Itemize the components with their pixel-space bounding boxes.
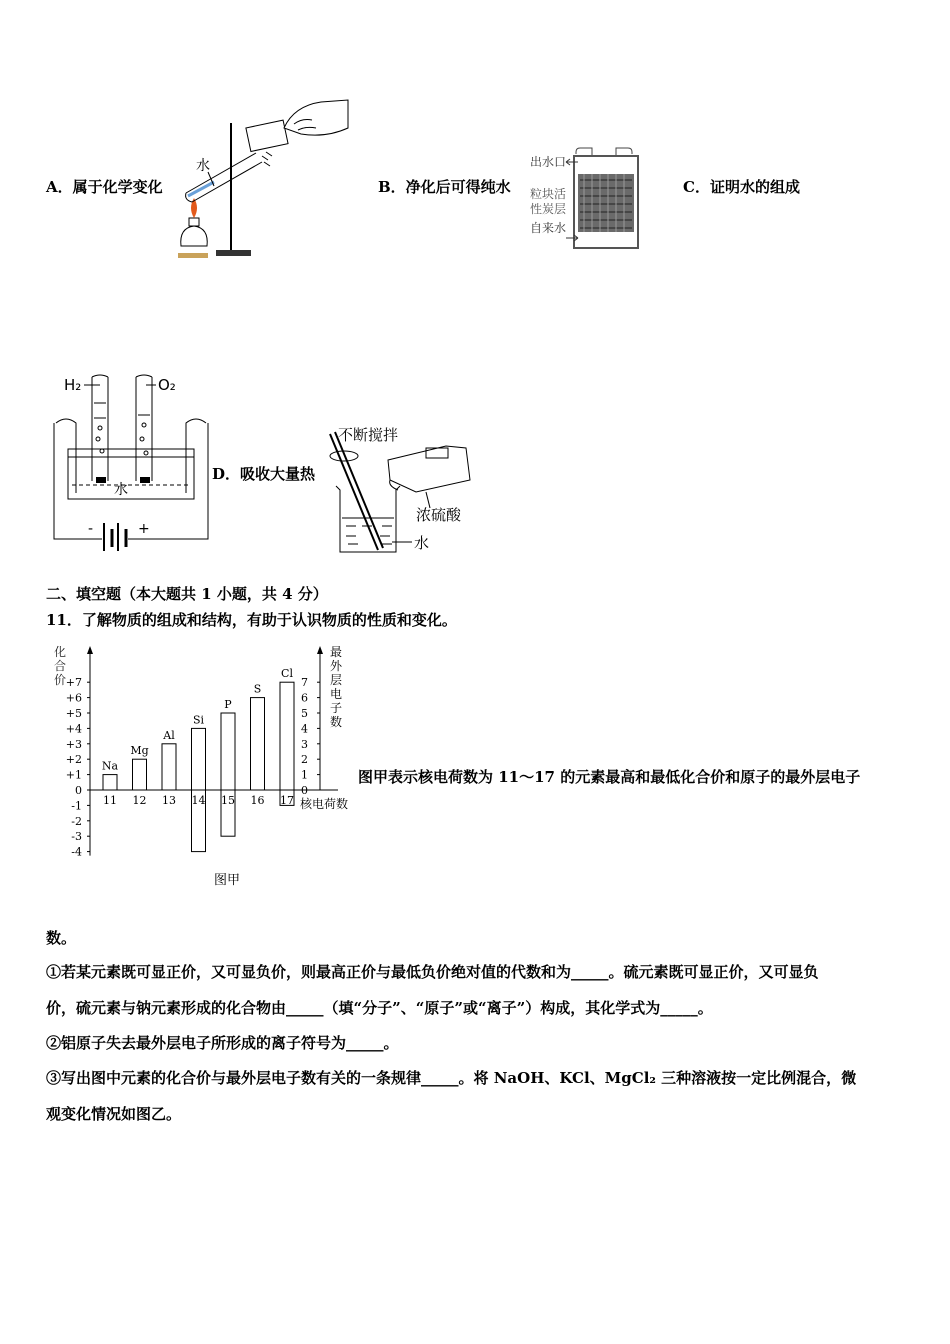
chart-left-tick-label: -4	[71, 845, 82, 859]
chart-element-label: Al	[163, 728, 175, 742]
subquestion-1-line2: 价，硫元素与钠元素形成的化合物由_____（填“分子”、“原子”或“离子”）构成，其化学式为_____。	[46, 999, 713, 1017]
chart-left-axis-label-2: 合	[54, 659, 67, 673]
chart-element-label: S	[253, 682, 262, 696]
chart-x-tick-label: 14	[191, 794, 206, 807]
chart-right-tick-label: 7	[301, 676, 308, 690]
chart-left-tick-label: -3	[71, 830, 82, 844]
option-d-acid-label: 浓硫酸	[416, 506, 462, 524]
chart-right-tick-label: 4	[301, 722, 308, 736]
option-c-figure	[52, 373, 210, 553]
option-c-plus-label: +	[138, 521, 150, 537]
option-b-carbon-label-2: 性炭层	[530, 202, 567, 216]
subquestion-2: ②铝原子失去最外层电子所形成的离子符号为_____。	[46, 1034, 399, 1052]
option-a-label: A．属于化学变化	[46, 178, 163, 196]
option-d-water-label: 水	[414, 534, 430, 552]
chart-left-tick-label: -2	[71, 814, 82, 828]
option-c-h2-label: H₂	[64, 376, 82, 394]
chart-right-axis-label-char: 外	[330, 659, 343, 673]
chart-x-axis-label: 核电荷数	[300, 797, 349, 811]
option-b-figure	[528, 146, 646, 254]
option-c-o2-label: O₂	[158, 376, 176, 394]
chart-element-label: Cl	[281, 667, 293, 681]
chart-right-tick-label: 5	[301, 707, 308, 720]
option-b-carbon-label-1: 粒块活	[530, 187, 567, 201]
chart-left-tick-label: +6	[65, 691, 82, 705]
chart-left-tick-label: +2	[65, 753, 82, 767]
chart-x-tick-label: 17	[280, 794, 294, 807]
chart-bar-highest-S	[251, 698, 265, 790]
chart-right-tick-label: 6	[301, 691, 308, 705]
option-c-water-label: 水	[114, 482, 128, 498]
chart-left-tick-label: +5	[65, 707, 82, 720]
figure-description-line1: 图甲表示核电荷数为 11～17 的元素最高和最低化合价和原子的最外层电子	[358, 768, 861, 786]
chart-left-axis-arrow	[87, 646, 93, 654]
option-c-label: C．证明水的组成	[683, 178, 800, 196]
option-b-inlet-label: 自来水	[530, 221, 567, 235]
chart-left-tick-label: +3	[65, 737, 82, 751]
chart-right-tick-label: 3	[301, 737, 308, 751]
chart-bar-highest-Al	[162, 744, 176, 790]
figure-description-line2: 数。	[46, 929, 77, 947]
chart-left-tick-label: -1	[71, 799, 82, 813]
chart-right-axis-label-char: 层	[330, 673, 343, 687]
subquestion-3-line2: 观变化情况如图乙。	[46, 1105, 182, 1123]
chart-x-tick-label: 11	[103, 794, 117, 807]
option-b-outlet-label: 出水口	[530, 155, 567, 169]
chart-bar-highest-Cl	[280, 682, 294, 790]
question-stem: 11．了解物质的组成和结构，有助于认识物质的性质和变化。	[46, 611, 457, 629]
chart-left-tick-label: +7	[65, 676, 82, 690]
chart-right-axis-arrow	[317, 646, 323, 654]
chart-element-label: Na	[101, 759, 119, 773]
chart-x-tick-label: 12	[132, 794, 147, 807]
chart-right-axis-label-char: 数	[330, 715, 343, 729]
chart-right-tick-label: 2	[301, 753, 308, 767]
chart-right-axis-label-char: 电	[330, 687, 343, 701]
chart-right-axis-label-char: 最	[330, 645, 343, 659]
option-a-water-label: 水	[196, 158, 210, 174]
chart-title: 图甲	[214, 873, 241, 888]
subquestion-1-line1: ①若某元素既可显正价，又可显负价，则最高正价与最低负价绝对值的代数和为_____。硫元素既可显正价，又可显负	[46, 963, 819, 981]
chart-element-label: Mg	[130, 744, 149, 758]
option-d-stir-label: 不断搅拌	[338, 426, 399, 444]
section-heading: 二、填空题（本大题共 1 小题，共 4 分）	[46, 585, 328, 603]
chart-element-label: P	[224, 698, 232, 711]
chart-x-tick-label: 13	[162, 794, 176, 807]
chart-left-axis-label-1: 化	[54, 645, 67, 659]
chart-bar-highest-Mg	[133, 759, 147, 790]
valence-chart	[48, 640, 360, 890]
subquestion-3-line1: ③写出图中元素的化合价与最外层电子数有关的一条规律_____。将 NaOH、KCl、MgCl₂ 三种溶液按一定比例混合，微	[46, 1069, 857, 1087]
chart-bar-highest-Si	[192, 728, 206, 790]
option-c-minus-label: -	[88, 521, 94, 537]
chart-right-axis-label-char: 子	[330, 701, 343, 715]
chart-element-label: Si	[192, 713, 205, 727]
option-d-figure	[326, 420, 478, 556]
chart-right-tick-label: 1	[301, 768, 308, 782]
chart-left-tick-label: +4	[65, 722, 82, 736]
chart-left-tick-label: 0	[75, 784, 82, 797]
option-a-figure	[176, 98, 351, 260]
option-b-label: B．净化后可得纯水	[378, 178, 511, 196]
chart-left-tick-label: +1	[65, 768, 82, 782]
chart-x-tick-label: 15	[221, 794, 235, 807]
option-d-label: D．吸收大量热	[212, 465, 316, 483]
chart-left-axis-label-3: 价	[54, 673, 67, 687]
chart-right-tick-label: 0	[301, 784, 308, 797]
chart-bar-highest-Na	[103, 775, 117, 790]
chart-bar-highest-P	[221, 713, 235, 790]
chart-x-tick-label: 16	[250, 794, 265, 807]
